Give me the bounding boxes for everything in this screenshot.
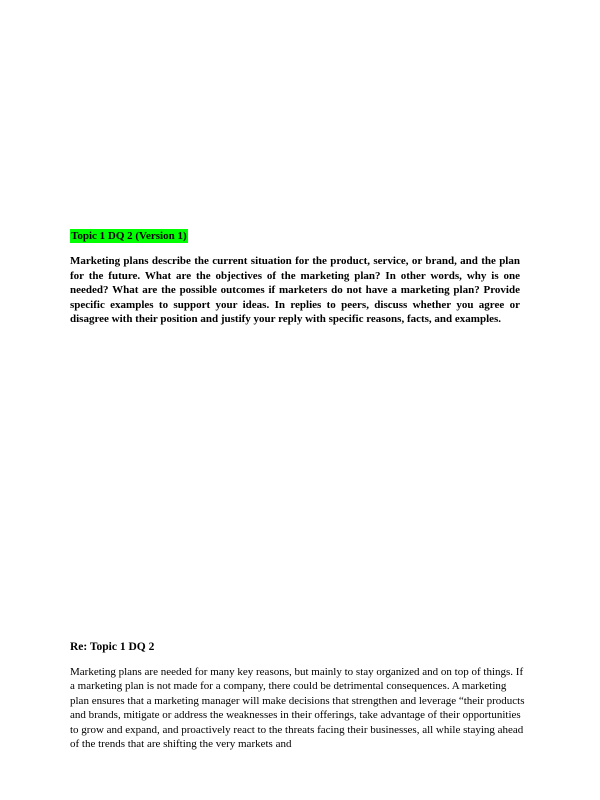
reply-heading: Re: Topic 1 DQ 2 — [70, 641, 155, 653]
discussion-question: Marketing plans describe the current situation for the product, service, or brand, and the plan for the future. What are the objectives of the marketing plan? In other words, why is one needed? What are the possible outcomes if marketers do not have a marketing plan? Provide specific examples to support your ideas. In replies to peers, discuss whether you agree or disagree with their position and justify your reply with specific reasons, facts, and examples. — [70, 255, 520, 326]
topic-heading: Topic 1 DQ 2 (Version 1) — [71, 230, 187, 242]
reply-body: Marketing plans are needed for many key reasons, but mainly to stay organized and on top of things. If a marketing plan is not made for a company, there could be detrimental consequences. A marketing plan ensures that a marketing manager will make decisions that strengthen and leverage “their products and brands, mitigate or address the weaknesses in their offerings, take advantage of their opportunities to grow and expand, and proactively react to the threats facing their businesses, all while staying ahead of the trends that are shifting the very markets and — [70, 666, 525, 751]
